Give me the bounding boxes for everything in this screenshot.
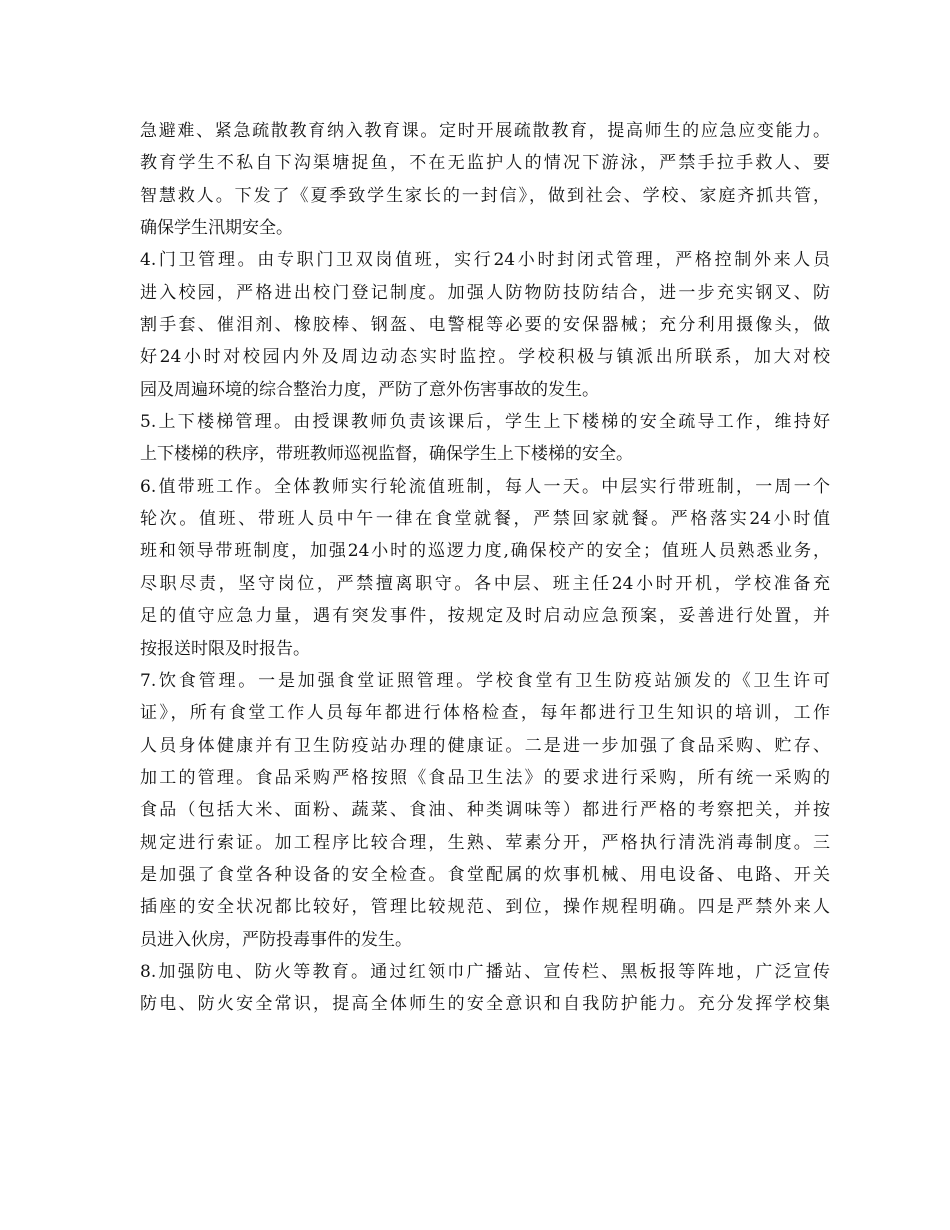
text-line: 教育学生不私自下沟渠塘捉鱼，不在无监护人的情况下游泳，严禁手拉手救人、要	[140, 153, 830, 174]
text-line: 插座的安全状况都比较好，管理比较规范、到位，操作规程明确。四是严禁外来人	[140, 897, 830, 918]
text-line: 6.值带班工作。全体教师实行轮流值班制，每人一天。中层实行带班制，一周一个	[140, 476, 830, 497]
text-line: 班和领导带班制度，加强24小时的巡逻力度,确保校产的安全；值班人员熟悉业务，	[140, 541, 830, 562]
text-line: 加工的管理。食品采购严格按照《食品卫生法》的要求进行采购，所有统一采购的	[140, 767, 830, 788]
text-line: 5.上下楼梯管理。由授课教师负责该课后，学生上下楼梯的安全疏导工作，维持好	[140, 412, 830, 433]
text-line: 好24小时对校园内外及周边动态实时监控。学校积极与镇派出所联系，加大对校	[140, 347, 830, 368]
text-line: 员进入伙房，严防投毒事件的发生。	[140, 929, 412, 950]
text-line: 规定进行索证。加工程序比较合理，生熟、荤素分开，严格执行清洗消毒制度。三	[140, 832, 830, 853]
text-line: 是加强了食堂各种设备的安全检查。食堂配属的炊事机械、用电设备、电路、开关	[140, 864, 830, 885]
text-line: 智慧救人。下发了《夏季致学生家长的一封信》，做到社会、学校、家庭齐抓共管，	[140, 185, 830, 206]
text-line: 足的值守应急力量，遇有突发事件，按规定及时启动应急预案，妥善进行处置，并	[140, 606, 830, 627]
text-line: 园及周遍环境的综合整治力度，严防了意外伤害事故的发生。	[140, 379, 599, 400]
text-line: 8.加强防电、防火等教育。通过红领巾广播站、宣传栏、黑板报等阵地，广泛宣传	[140, 961, 830, 982]
text-line: 7.饮食管理。一是加强食堂证照管理。学校食堂有卫生防疫站颁发的《卫生许可	[140, 670, 830, 691]
text-line: 人员身体健康并有卫生防疫站办理的健康证。二是进一步加强了食品采购、贮存、	[140, 735, 830, 756]
text-line: 进入校园，严格进出校门登记制度。加强人防物防技防结合，进一步充实钢叉、防	[140, 282, 830, 303]
text-line: 按报送时限及时报告。	[140, 638, 310, 659]
text-line: 尽职尽责，坚守岗位，严禁擅离职守。各中层、班主任24小时开机，学校准备充	[140, 573, 830, 594]
text-line: 食品（包括大米、面粉、蔬菜、食油、种类调味等）都进行严格的考察把关，并按	[140, 800, 830, 821]
text-line: 确保学生汛期安全。	[140, 218, 293, 239]
text-line: 上下楼梯的秩序，带班教师巡视监督，确保学生上下楼梯的安全。	[140, 444, 633, 465]
text-line: 割手套、催泪剂、橡胶棒、钢盔、电警棍等必要的安保器械；充分利用摄像头，做	[140, 315, 830, 336]
text-line: 证》，所有食堂工作人员每年都进行体格检查，每年都进行卫生知识的培训，工作	[140, 703, 830, 724]
text-line: 急避难、紧急疏散教育纳入教育课。定时开展疏散教育，提高师生的应急应变能力。	[140, 121, 830, 141]
text-line: 防电、防火安全常识，提高全体师生的安全意识和自我防护能力。充分发挥学校集	[140, 994, 830, 1015]
document-body	[140, 115, 830, 1021]
text-line: 4.门卫管理。由专职门卫双岗值班，实行24小时封闭式管理，严格控制外来人员	[140, 250, 830, 271]
text-line: 轮次。值班、带班人员中午一律在食堂就餐，严禁回家就餐。严格落实24小时值	[140, 509, 830, 530]
